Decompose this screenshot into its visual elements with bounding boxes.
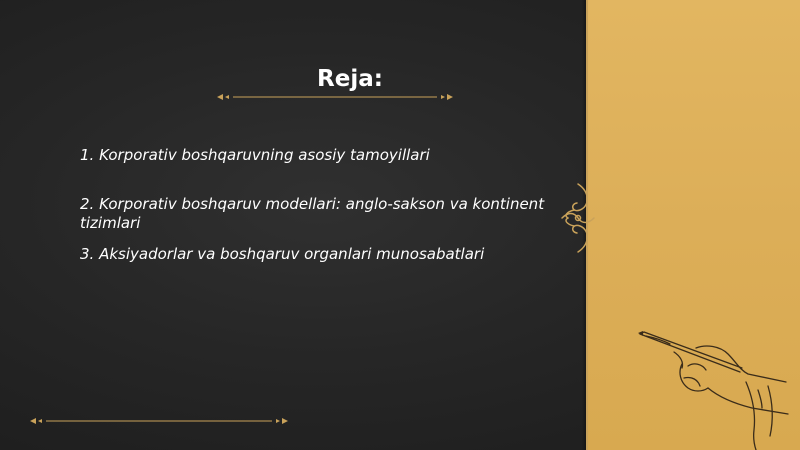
agenda-item-3: 3. Aksiyadorlar va boshqaruv organlari munosabatlari [80, 245, 485, 263]
slide-title: Reja: [317, 66, 383, 92]
ornamental-divider-icon [28, 416, 290, 426]
ornamental-divider-icon [215, 92, 455, 102]
scroll-flourish-icon [560, 182, 596, 254]
agenda-item-1: 1. Korporativ boshqaruvning asosiy tamoyillari [80, 146, 430, 164]
agenda-item-2: 2. Korporativ boshqaruv modellari: anglo-sakson va kontinent tizimlari [80, 195, 545, 232]
hand-with-pen-icon [636, 326, 796, 450]
